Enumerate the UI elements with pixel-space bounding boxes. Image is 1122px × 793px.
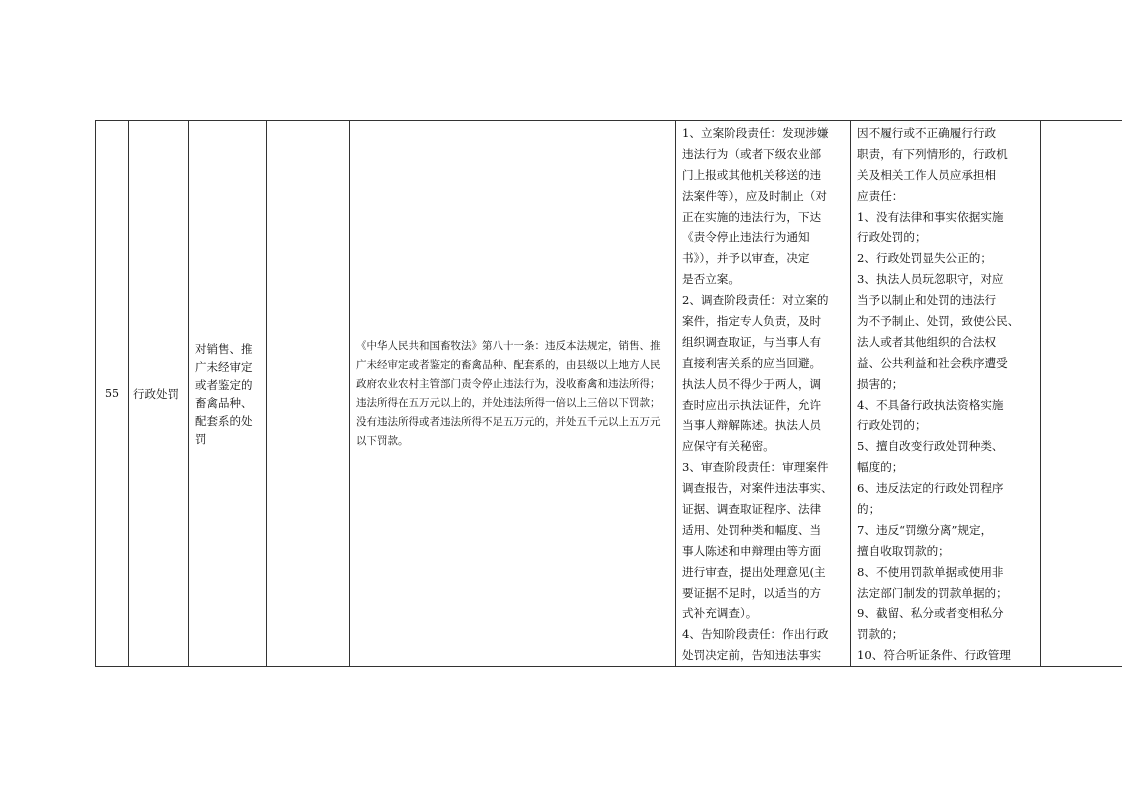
responsibility-line: 1、立案阶段责任：发现涉嫌 [682, 126, 829, 140]
accountability-lines [851, 121, 1040, 666]
accountability-line: 益、公共利益和社会秩序遭受 [857, 355, 1008, 370]
legal-basis: 《中华人民共和国畜牧法》第八十一条：违反本法规定，销售、推广未经审定或者鉴定的畜禽品种、配套系的，由县级以上地方人民政府农业农村主管部门责令停止违法行为，没收畜禽和违法所得；违法所得在五万元以上的，并处违法所得一倍以上三倍以下罚款；没有违法所得或者违法所得不足五万元的，并处五千元以上五万元以下罚款。 [350, 121, 676, 667]
responsibility-line: 书》），并予以审查，决定 [682, 251, 810, 266]
accountability-line: 8、不使用罚款单据或使用非 [857, 564, 1004, 579]
accountability-line: 罚款的； [857, 627, 904, 642]
accountability-line: 法人或者其他组织的合法权 [857, 334, 997, 349]
accountability-line: 行政处罚的； [857, 418, 927, 433]
responsibility-items [676, 121, 851, 667]
accountability-line: 3、执法人员玩忽职守，对应 [857, 272, 1004, 287]
accountability-line: 5、擅自改变行政处罚种类、 [857, 439, 1004, 454]
sub-item-cell [267, 121, 350, 667]
responsibility-line: 正在实施的违法行为，下达 [682, 209, 822, 224]
table-row [96, 121, 1122, 667]
accountability-line: 4、不具备行政执法资格实施 [857, 397, 1004, 412]
responsibility-line: 案件，指定专人负责，及时 [682, 314, 822, 329]
responsibility-line: 2、调查阶段责任：对立案的 [682, 293, 829, 308]
responsibility-line: 证据、调查取证程序、法律 [682, 502, 822, 517]
responsibility-line: 门上报或其他机关移送的违 [682, 167, 822, 182]
accountability-line: 损害的； [857, 376, 904, 391]
accountability-line: 关及相关工作人员应承担相 [857, 167, 997, 182]
accountability-line: 当予以制止和处罚的违法行 [857, 293, 997, 308]
responsibility-line: 执法人员不得少于两人，调 [682, 376, 822, 391]
accountability-line: 应责任： [857, 188, 904, 203]
accountability-line: 7、违反“罚缴分离”规定， [857, 522, 993, 537]
responsibility-line: 3、审查阶段责任：审理案件 [682, 460, 829, 475]
responsibility-line: 法案件等），应及时制止（对 [682, 188, 827, 203]
responsibility-line: 调查报告，对案件违法事实、 [682, 481, 833, 496]
accountability-line: 行政处罚的； [857, 230, 927, 245]
responsibility-table [95, 120, 1122, 667]
responsibility-line: 要证据不足时，以适当的方 [682, 585, 822, 600]
responsibility-line: 适用、处罚种类和幅度、当 [682, 522, 822, 537]
accountability-line: 10、符合听证条件、行政管理 [857, 648, 1011, 663]
power-item-name: 对销售、推广未经审定或者鉴定的畜禽品种、配套系的处罚 [189, 121, 267, 667]
responsibility-line: 应保守有关秘密。 [682, 439, 775, 454]
responsibility-lines [676, 121, 850, 666]
accountability-items [851, 121, 1041, 667]
responsibility-line: 处罚决定前，告知违法事实 [682, 648, 822, 663]
accountability-line: 幅度的； [857, 460, 904, 475]
responsibility-line: 查时应出示执法证件，允许 [682, 397, 822, 412]
accountability-line: 擅自收取罚款的； [857, 543, 950, 558]
accountability-line: 法定部门制发的罚款单据的； [857, 585, 1008, 600]
responsibility-line: 是否立案。 [682, 272, 740, 287]
responsibility-line: 《责令停止违法行为通知 [682, 230, 810, 245]
power-category: 行政处罚 [129, 121, 189, 667]
accountability-line: 1、没有法律和事实依据实施 [857, 209, 1004, 224]
responsibility-line: 直接利害关系的应当回避。 [682, 355, 822, 370]
responsibility-line: 事人陈述和申辩理由等方面 [682, 543, 822, 558]
responsibility-line: 进行审查，提出处理意见(主 [682, 564, 826, 579]
responsibility-line: 式补充调查）。 [682, 606, 758, 621]
accountability-line: 9、截留、私分或者变相私分 [857, 606, 1004, 621]
responsibility-line: 组织调查取证，与当事人有 [682, 334, 822, 349]
row-number: 55 [96, 121, 129, 667]
accountability-line: 6、违反法定的行政处罚程序 [857, 481, 1004, 496]
remarks-cell [1041, 121, 1122, 667]
responsibility-line: 当事人辩解陈述。执法人员 [682, 418, 822, 433]
accountability-line: 职责，有下列情形的，行政机 [857, 146, 1008, 161]
responsibility-line: 4、告知阶段责任：作出行政 [682, 627, 829, 642]
accountability-line: 为不予制止、处罚，致使公民、 [857, 314, 1020, 329]
accountability-line: 的； [857, 502, 881, 517]
accountability-line: 因不履行或不正确履行行政 [857, 126, 997, 140]
accountability-line: 2、行政处罚显失公正的； [857, 251, 992, 266]
responsibility-line: 违法行为（或者下级农业部 [682, 146, 822, 161]
